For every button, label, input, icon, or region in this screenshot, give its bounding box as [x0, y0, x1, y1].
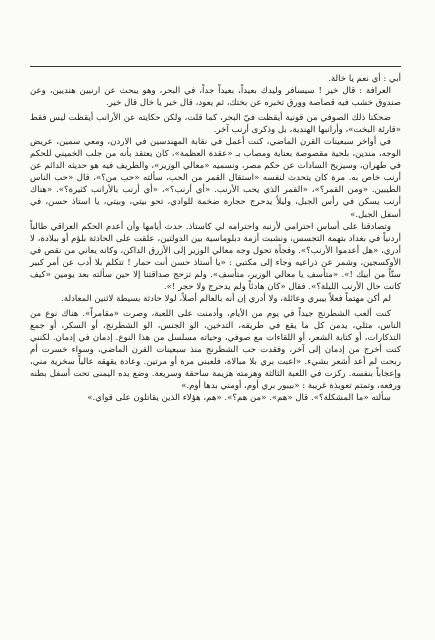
paragraph: في أواخر سبعينات القرن الماضي، كنت أعمل في نقابة المهندسين في الاردن، ومعي سمين، عريض الوجه، مندين، بلحية مقصوصة بعناية ومصاب بـ «عقدة العظمة»، كان يعتقد بأنه من جلب الخميني للحكم في طهران، وسيزيح السادات عن حكم مصر، ونسميه «معالي الوزير»، والطريف فيه هو حديثه الدائم عن أرنب خاص به. مرة كان يتحدث لنفسه «استقال القمر من الحب، سألته «حب من؟»، قال «حب الناس الطيبين. «ومن القمر؟»، «القمر الذي يحب الأرنب. «أي أرنب؟»، «أي أرنب بالأرانب كثيرة؟». «هناك أرنب يسكن في رأس الجبل، وليلاً يدحرج حجارة ضخمة للوادي، تحو بيتي، وبيتي، يا استاذ حسن، في أسفل الجبل.»	[30, 137, 401, 220]
paragraph: لم أكن مهتماً فعلاً بيبري وعائلة، ولا أدري إن أنه بالعالم أصلاً، لولا حادثة بسيطة لاثنين المعادلة.	[61, 293, 391, 304]
paragraph: سألته «ما المشكلة؟». قال «هم». «من هم؟». «هم، هؤلاء الذين يقاتلون على قواي.»	[87, 393, 391, 404]
paragraph: كنت ألعب الشطرنج جيداً في يوم من الأيام، وأدمنت على اللعبة، وصرت «مقامراً». هناك نوع من الناس، مثلي، يدمن كل ما يقع في طريقه، التدخين، الو الجنس، الو الشطرنج، أو السكر، أو جمع التذكارات، أو كتابة الشعر، أو اللقاءات مع صوفي، وحياته مسلسل من هذا النوع. إدمان في إدمان. لكنني كنت أخرج من إدمان إلى آخر، وفقدت حب الشطرنج منذ سبعينات القرن الماضي، وسواء خسرت أم ربحت لم أعد أشعر بشيء. «اعبت بري بلا مبالاة، فلعبني مرة أو مرتين. وعادة يقهقه عالياً سخرية مني، وإعجاباً بنفسه. ركزت في اللعبة الثالثة وهزمته هزيمة ساحقة وسريعة. وضع يده اليمنى تحت أسفل بطنه ورفعه، وتمتم تعويذة غريبة : «بيبور بري أوم، أومني بدها أوم.»	[30, 308, 401, 392]
body-text	[30, 73, 401, 404]
paragraph: أبي : أي نعم يا خالة.	[328, 74, 401, 84]
header-rule	[30, 66, 401, 67]
paragraph: وتصادقنا على أساس احترامي لأرنبه واحترامه لي كاستاذ. حدث أيامها وأن أعدم الحكم العراقي طالباً أردنياً في بغداد بتهمة التجسس، ونشبت أزمة دبلوماسية بين الدولتين، علقت على الحادثة بلؤم أو ببلادة، لا أدري، «هل أعدموا الأرنب؟». وفجأة تحول وجه معالي الوزير إلى الأزرق الداكن، وكانه يعاني من نقص في الأوكسجين، وشمر عن ذراعيه وجاء إلى مكتبي : «يا أستاذ حسن أنت حمار ! تتكلم بلا أدب عن أمر كبير ستّاً من أبيك !». «متأسف يا معالي الوزير، متأسف». ولم تزحج صداقتنا إلا حين سألته بعد يومين «كيف كانت حال الأرنب الليلة؟». فقال «كان هادئاً ولم يدحرج ولا حجر !».	[30, 221, 401, 292]
paragraph: ضحكنا ذلك الصوفي من قونية أيقظت فيّ البحر، كما قلت، ولكن حكايته عن الأرانب أيقظت ليس فقط «قارئة البخت»، وأرانبها الهندية، بل وذكرى أرنب آخر.	[30, 113, 401, 136]
paragraph: العرافة : قال خير ! سيسافر وليدك بعيداً، بعيداً جداً، في البحر، وهو يبحث عن ارنبين هنديين، وعن صندوق خشب فيه قصاصة وورق تخبره عن بختك، ثم يعود، قال خير يا خال قال خير.	[30, 86, 401, 109]
